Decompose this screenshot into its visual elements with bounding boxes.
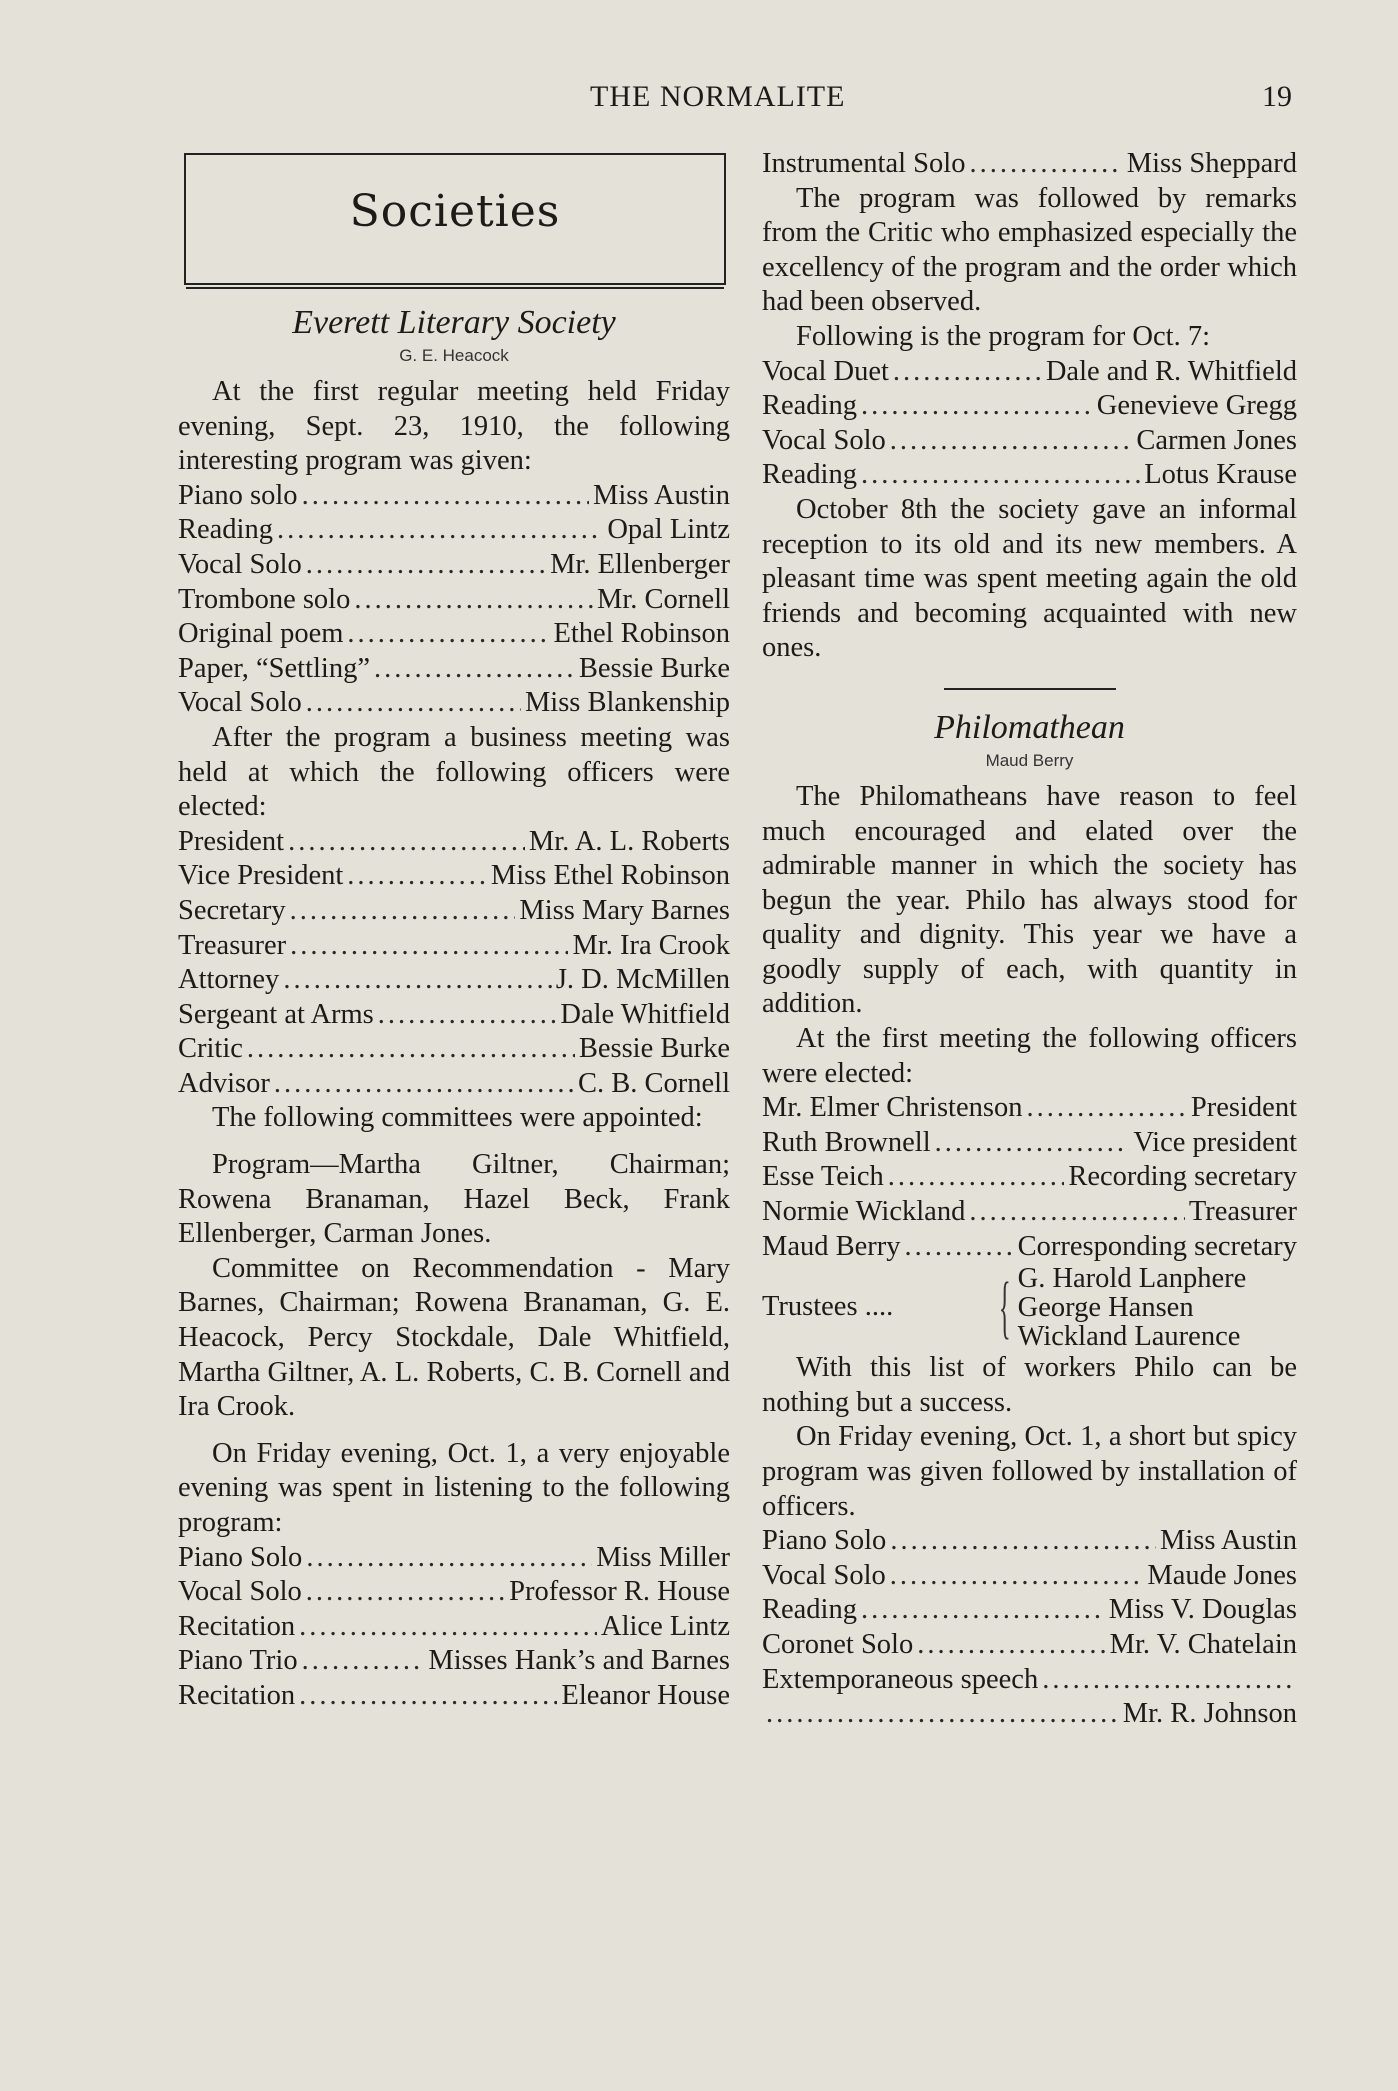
trustees-block [762,1264,1297,1351]
everett-title: Everett Literary Society [292,304,616,341]
officer-entry: Normie Wickland ..... Treasurer [762,1195,1297,1230]
program-entry: Reading ..... Miss V. Douglas [762,1593,1297,1628]
oct8-reception: October 8th the society gave an informal reception to its old and its new members. A pleasant time was spent meeting again the old friends and becoming acquainted with new ones. [762,493,1297,664]
left-column [178,147,730,1714]
philo-paragraph-1: The Philomatheans have reason to feel much encouraged and elated over the admirable manner in which the society has begun the year. Philo has always stood for quality and dignity. This year we have a goodly supply of each, with quantity in addition. [762,780,1297,1020]
officer-entry: Sergeant at Arms ..... Dale Whitfield [178,998,730,1033]
program-entry: Vocal Solo ..... Professor R. House [178,1575,730,1610]
business-meeting-text: After the program a business meeting was held at which the following officers were elected: [178,721,730,823]
officer-entry: Vice President ..... Miss Ethel Robinson [178,859,730,894]
program-committee: Program—Martha Giltner, Chairman; Rowena Branaman, Hazel Beck, Frank Ellenberger, Carman Jones. [178,1149,730,1250]
running-header [0,80,1398,120]
everett-byline: G. E. Heacock [399,346,509,365]
program-oct1 [178,1541,730,1714]
trustee-name: Wickland Laurence [1017,1321,1241,1353]
recommendation-committee: Committee on Recommendation - Mary Barnes, Chairman; Rowena Branaman, G. E. Heacock, Percy Stockdale, Dale Whitfield, Martha Giltner, A. L. Roberts, C. B. Cornell and Ira Crook. [178,1252,730,1423]
oct1-intro: On Friday evening, Oct. 1, a very enjoyable evening was spent in listening to the following program: [178,1437,730,1538]
trustee-name: George Hansen [1017,1292,1194,1324]
program-entry: Reading ..... Lotus Krause [762,458,1297,493]
societies-heading: Societies [349,186,561,237]
oct7-intro: Following is the program for Oct. 7: [796,320,1210,352]
program-entry: Reading ..... Opal Lintz [178,513,730,548]
philo-paragraph-2: At the first meeting the following officers were elected: [762,1023,1297,1089]
critic-remarks: The program was followed by remarks from the Critic who emphasized especially the excellency of the program and the order which had been observed. [762,182,1297,318]
program-entry: Piano Solo ..... Miss Miller [178,1541,730,1576]
program-entry: Original poem ..... Ethel Robinson [178,617,730,652]
program-entry: Instrumental Solo ..... Miss Sheppard [762,147,1297,182]
program-entry: Piano solo ..... Miss Austin [178,479,730,514]
brace-icon: { [998,1268,1011,1346]
page-number: 19 [1262,80,1292,113]
program-philo-oct1 [762,1524,1297,1732]
everett-intro: At the first regular meeting held Friday evening, Sept. 23, 1910, the following interesting program was given: [178,376,730,477]
trustee-name: G. Harold Lanphere [1017,1263,1247,1295]
program-entry: Piano Trio ..... Misses Hank’s and Barnes [178,1644,730,1679]
trustees-names [1018,1264,1247,1351]
workers-text: With this list of workers Philo can be nothing but a success. [762,1352,1297,1418]
officer-entry: Treasurer ..... Mr. Ira Crook [178,929,730,964]
philomathean-byline: Maud Berry [985,750,1074,770]
committees-intro: The following committees were appointed: [212,1102,703,1134]
program-entry: Recitation ..... Alice Lintz [178,1610,730,1645]
philo-oct1: On Friday evening, Oct. 1, a short but spicy program was given followed by installation of officers. [762,1421,1297,1522]
program-sept23 [178,479,730,721]
philo-officers [762,1091,1297,1264]
officer-entry: Attorney ..... J. D. McMillen [178,963,730,998]
philomathean-title: Philomathean [934,708,1125,746]
officer-entry: Ruth Brownell ..... Vice president [762,1126,1297,1161]
section-divider [944,688,1116,690]
societies-heading-box [184,153,726,285]
program-oct7 [762,355,1297,493]
program-entry: Vocal Solo ..... Miss Blankenship [178,686,730,721]
trustees-label: Trustees .... [762,1291,894,1323]
officer-entry: Esse Teich ..... Recording secretary [762,1160,1297,1195]
program-entry: ..... Mr. R. Johnson [762,1697,1297,1732]
officer-entry: Secretary ..... Miss Mary Barnes [178,894,730,929]
program-entry: Vocal Solo ..... Carmen Jones [762,424,1297,459]
program-entry: Paper, “Settling” ..... Bessie Burke [178,652,730,687]
program-entry: Extemporaneous speech ..... [762,1663,1297,1698]
program-entry: Coronet Solo ..... Mr. V. Chatelain [762,1628,1297,1663]
program-entry: Recitation ..... Eleanor House [178,1679,730,1714]
officer-entry: Maud Berry ..... Corresponding secretary [762,1230,1297,1265]
right-column [762,147,1297,1732]
program-entry: Trombone solo ..... Mr. Cornell [178,583,730,618]
program-entry: Piano Solo ..... Miss Austin [762,1524,1297,1559]
program-entry: Vocal Solo ..... Maude Jones [762,1559,1297,1594]
everett-officers [178,825,730,1102]
officer-entry: President ..... Mr. A. L. Roberts [178,825,730,860]
program-entry: Vocal Duet ..... Dale and R. Whitfield [762,355,1297,390]
officer-entry: Mr. Elmer Christenson ..... President [762,1091,1297,1126]
officer-entry: Critic ..... Bessie Burke [178,1032,730,1067]
officer-entry: Advisor ..... C. B. Cornell [178,1067,730,1102]
program-entry: Reading ..... Genevieve Gregg [762,389,1297,424]
program-entry: Vocal Solo ..... Mr. Ellenberger [178,548,730,583]
journal-title: THE NORMALITE [590,80,846,113]
